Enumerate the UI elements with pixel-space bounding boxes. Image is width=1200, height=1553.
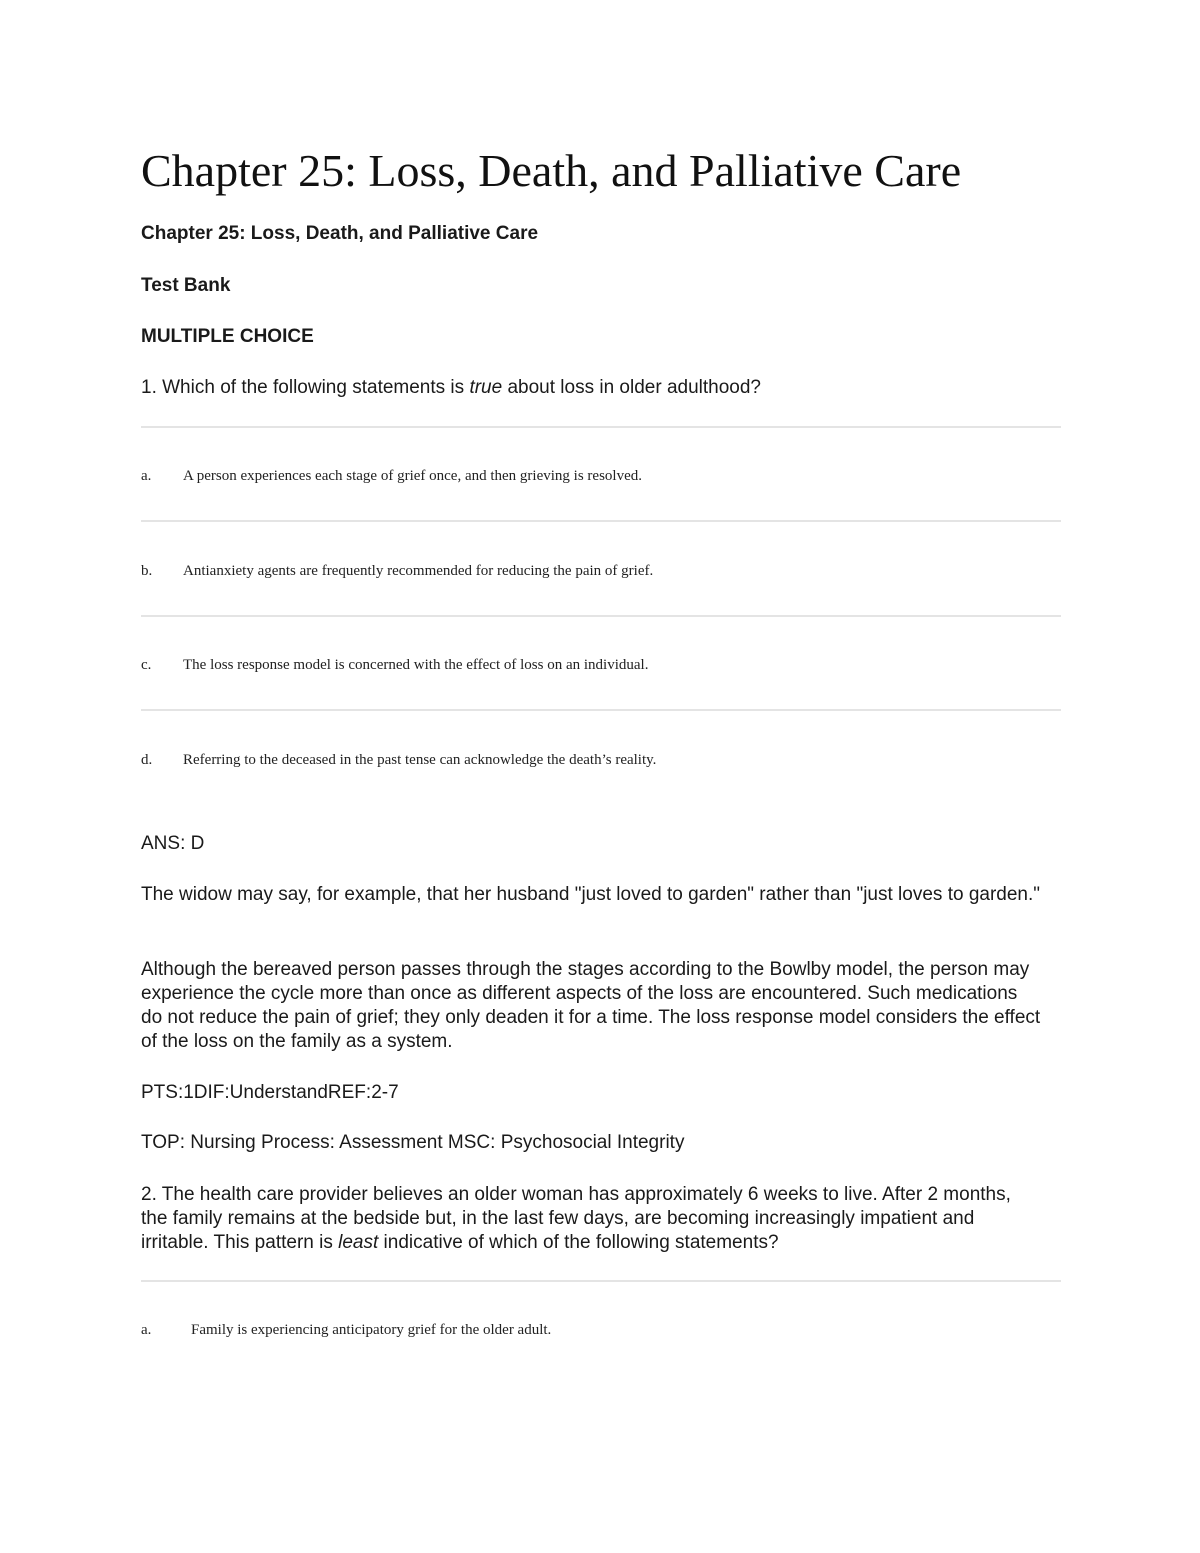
topic-line: TOP: Nursing Process: Assessment MSC: Psychosocial Integrity (141, 1132, 685, 1153)
chapter-subtitle: Chapter 25: Loss, Death, and Palliative Care (141, 223, 539, 244)
option-text: Family is experiencing anticipatory grief for the older adult. (191, 1322, 552, 1338)
q1-option-b (141, 561, 1061, 581)
option-letter: a. (141, 1322, 152, 1338)
q1-option-a (141, 466, 1061, 486)
question-2-text-start: 2. The health care provider believes an older woman has approximately 6 weeks to live. After 2 months, the family remains at the bedside but, in the last few days, are becoming increasingly impatient and irritable. This pattern is (141, 1184, 1011, 1253)
section-heading: MULTIPLE CHOICE (141, 326, 314, 347)
answer-line: ANS: D (141, 833, 205, 854)
question-1-emphasis: true (469, 377, 503, 398)
question-1 (141, 376, 761, 400)
q1-option-c (141, 655, 1061, 675)
test-bank-label: Test Bank (141, 275, 231, 296)
option-text: Referring to the deceased in the past tense can acknowledge the death’s reality. (183, 752, 657, 768)
question-1-text-end: about loss in older adulthood? (502, 377, 761, 398)
option-letter: a. (141, 468, 152, 484)
divider (141, 426, 1061, 428)
pts-line: PTS:1DIF:UnderstandREF:2-7 (141, 1082, 399, 1103)
option-text: A person experiences each stage of grief once, and then grieving is resolved. (183, 468, 642, 484)
question-1-text-start: 1. Which of the following statements is (141, 377, 470, 398)
question-2 (141, 1183, 1041, 1255)
q1-option-d (141, 750, 1061, 770)
divider (141, 709, 1061, 711)
q2-option-a (141, 1320, 1061, 1340)
divider (141, 520, 1061, 522)
rationale-paragraph: Although the bereaved person passes through the stages according to the Bowlby model, the person may experience the cycle more than once as different aspects of the loss are encountered. Such medications do not reduce the pain of grief; they only deaden it for a time. The loss response model considers the effect of the loss on the family as a system. (141, 959, 1041, 1052)
question-2-text-end: indicative of which of the following statements? (378, 1232, 779, 1253)
option-text: Antianxiety agents are frequently recommended for reducing the pain of grief. (183, 563, 654, 579)
divider (141, 615, 1061, 617)
option-text: The loss response model is concerned with the effect of loss on an individual. (183, 657, 649, 673)
question-2-emphasis: least (338, 1232, 379, 1253)
divider (141, 1280, 1061, 1282)
rationale-paragraph: The widow may say, for example, that her husband "just loved to garden" rather than "just loves to garden." (141, 884, 1041, 905)
option-letter: b. (141, 563, 153, 579)
option-letter: c. (141, 657, 152, 673)
option-letter: d. (141, 752, 153, 768)
page-title: Chapter 25: Loss, Death, and Palliative Care (141, 145, 962, 196)
